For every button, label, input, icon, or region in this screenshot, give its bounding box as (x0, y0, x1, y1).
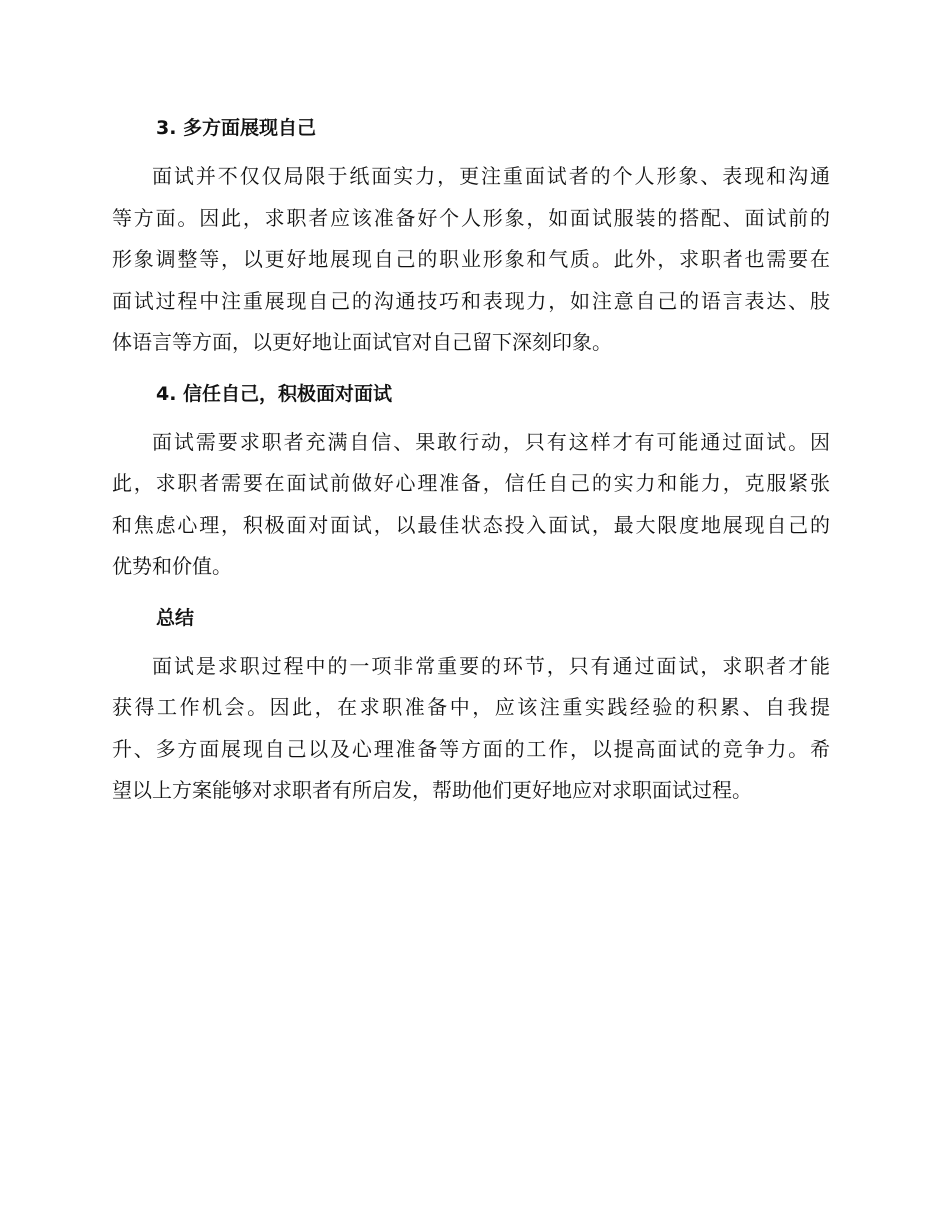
paragraph-line: 面试需要求职者充满自信、果敢行动，只有这样才有可能通过面试。因 (152, 429, 830, 454)
section-heading-3: 3. 多方面展现自己 (156, 117, 317, 139)
paragraph-line: 形象调整等，以更好地展现自己的职业形象和气质。此外，求职者也需要在 (112, 247, 830, 271)
document-page (112, 108, 830, 812)
paragraph-line: 升、多方面展现自己以及心理准备等方面的工作，以提高面试的竞争力。希 (112, 736, 830, 761)
paragraph-line: 面试并不仅仅局限于纸面实力，更注重面试者的个人形象、表现和沟通 (152, 164, 830, 188)
section-paragraph-summary (112, 646, 830, 812)
section-paragraph-3 (112, 156, 830, 364)
paragraph-line: 望以上方案能够对求职者有所启发，帮助他们更好地应对求职面试过程。 (112, 778, 752, 802)
section-paragraph-4 (112, 422, 830, 588)
paragraph-line: 此，求职者需要在面试前做好心理准备，信任自己的实力和能力，克服紧张 (112, 471, 830, 495)
paragraph-line: 体语言等方面，以更好地让面试官对自己留下深刻印象。 (112, 330, 612, 354)
paragraph-line: 面试是求职过程中的一项非常重要的环节，只有通过面试，求职者才能 (152, 653, 830, 678)
paragraph-line: 和焦虑心理，积极面对面试，以最佳状态投入面试，最大限度地展现自己的 (112, 512, 830, 537)
paragraph-line: 优势和价值。 (112, 554, 232, 578)
section-heading-summary: 总结 (156, 606, 195, 629)
paragraph-line: 面试过程中注重展现自己的沟通技巧和表现力，如注意自己的语言表达、肢 (112, 288, 830, 313)
section-heading-4: 4. 信任自己，积极面对面试 (156, 382, 393, 405)
paragraph-line: 等方面。因此，求职者应该准备好个人形象，如面试服装的搭配、面试前的 (112, 205, 830, 230)
paragraph-line: 获得工作机会。因此，在求职准备中，应该注重实践经验的积累、自我提 (112, 695, 830, 719)
